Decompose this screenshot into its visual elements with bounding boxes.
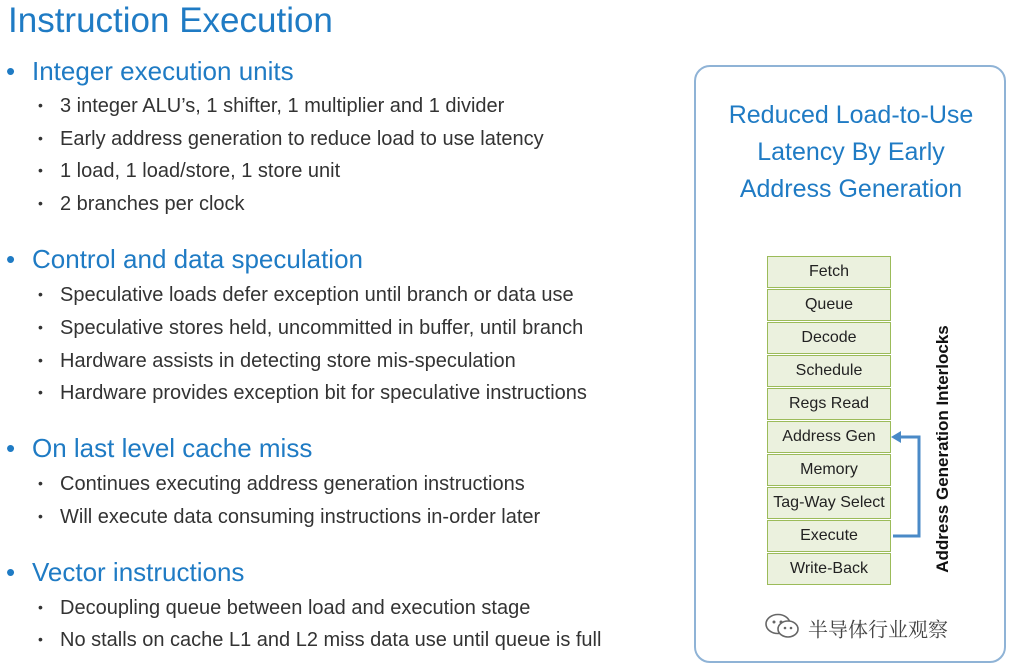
section-heading: • Vector instructions (6, 557, 245, 587)
pipeline-stage-decode: Decode (767, 322, 891, 354)
bullet-dot-icon: • (38, 286, 43, 302)
bullet-dot-icon: • (38, 508, 43, 524)
bullet-dot-icon: • (6, 557, 16, 587)
list-item: • No stalls on cache L1 and L2 miss data use until queue is full (38, 629, 602, 651)
list-item: • Speculative stores held, uncommitted in buffer, until branch (38, 317, 584, 339)
bullet-dot-icon: • (6, 433, 16, 463)
wechat-icon (764, 612, 800, 650)
bullet-dot-icon: • (38, 352, 43, 368)
bullet-dot-icon: • (38, 631, 43, 647)
slide-title: Instruction Execution (8, 1, 333, 40)
section-heading: • Integer execution units (6, 56, 294, 86)
list-item: • Early address generation to reduce load to use latency (38, 128, 544, 150)
bullet-dot-icon: • (38, 475, 43, 491)
pipeline-stage-write-back: Write-Back (767, 553, 891, 585)
panel-title: Reduced Load-to-Use Latency By Early Address Generation (728, 101, 974, 203)
pipeline-stage-memory: Memory (767, 454, 891, 486)
interlock-label: Address Generation Interlocks (933, 325, 952, 573)
bullet-dot-icon: • (6, 244, 16, 274)
pipeline-stage-tag-way-select: Tag-Way Select (767, 487, 891, 519)
bullet-dot-icon: • (38, 162, 43, 178)
pipeline-stage-schedule: Schedule (767, 355, 891, 387)
bullet-dot-icon: • (6, 56, 16, 86)
list-item: • Continues executing address generation instructions (38, 473, 525, 495)
list-item: • Speculative loads defer exception until branch or data use (38, 284, 574, 306)
bullet-dot-icon: • (38, 384, 43, 400)
list-item: • 1 load, 1 load/store, 1 store unit (38, 160, 341, 182)
pipeline-stage-regs-read: Regs Read (767, 388, 891, 420)
section-heading: • Control and data speculation (6, 244, 364, 274)
list-item: • Hardware assists in detecting store mis-speculation (38, 350, 516, 372)
list-item: • 3 integer ALU’s, 1 shifter, 1 multiplier and 1 divider (38, 95, 505, 117)
pipeline-stage-execute: Execute (767, 520, 891, 552)
section-heading: • On last level cache miss (6, 433, 313, 463)
watermark: 半导体行业观察 (764, 612, 948, 644)
list-item: • 2 branches per clock (38, 193, 245, 215)
bullet-dot-icon: • (38, 97, 43, 113)
pipeline-stage-fetch: Fetch (767, 256, 891, 288)
bullet-dot-icon: • (38, 599, 43, 615)
bullet-dot-icon: • (38, 195, 43, 211)
bullet-dot-icon: • (38, 130, 43, 146)
pipeline-stage-address-gen: Address Gen (767, 421, 891, 453)
list-item: • Decoupling queue between load and execution stage (38, 597, 531, 619)
list-item: • Will execute data consuming instructions in-order later (38, 506, 541, 528)
list-item: • Hardware provides exception bit for speculative instructions (38, 382, 587, 404)
pipeline-stage-queue: Queue (767, 289, 891, 321)
bullet-dot-icon: • (38, 319, 43, 335)
